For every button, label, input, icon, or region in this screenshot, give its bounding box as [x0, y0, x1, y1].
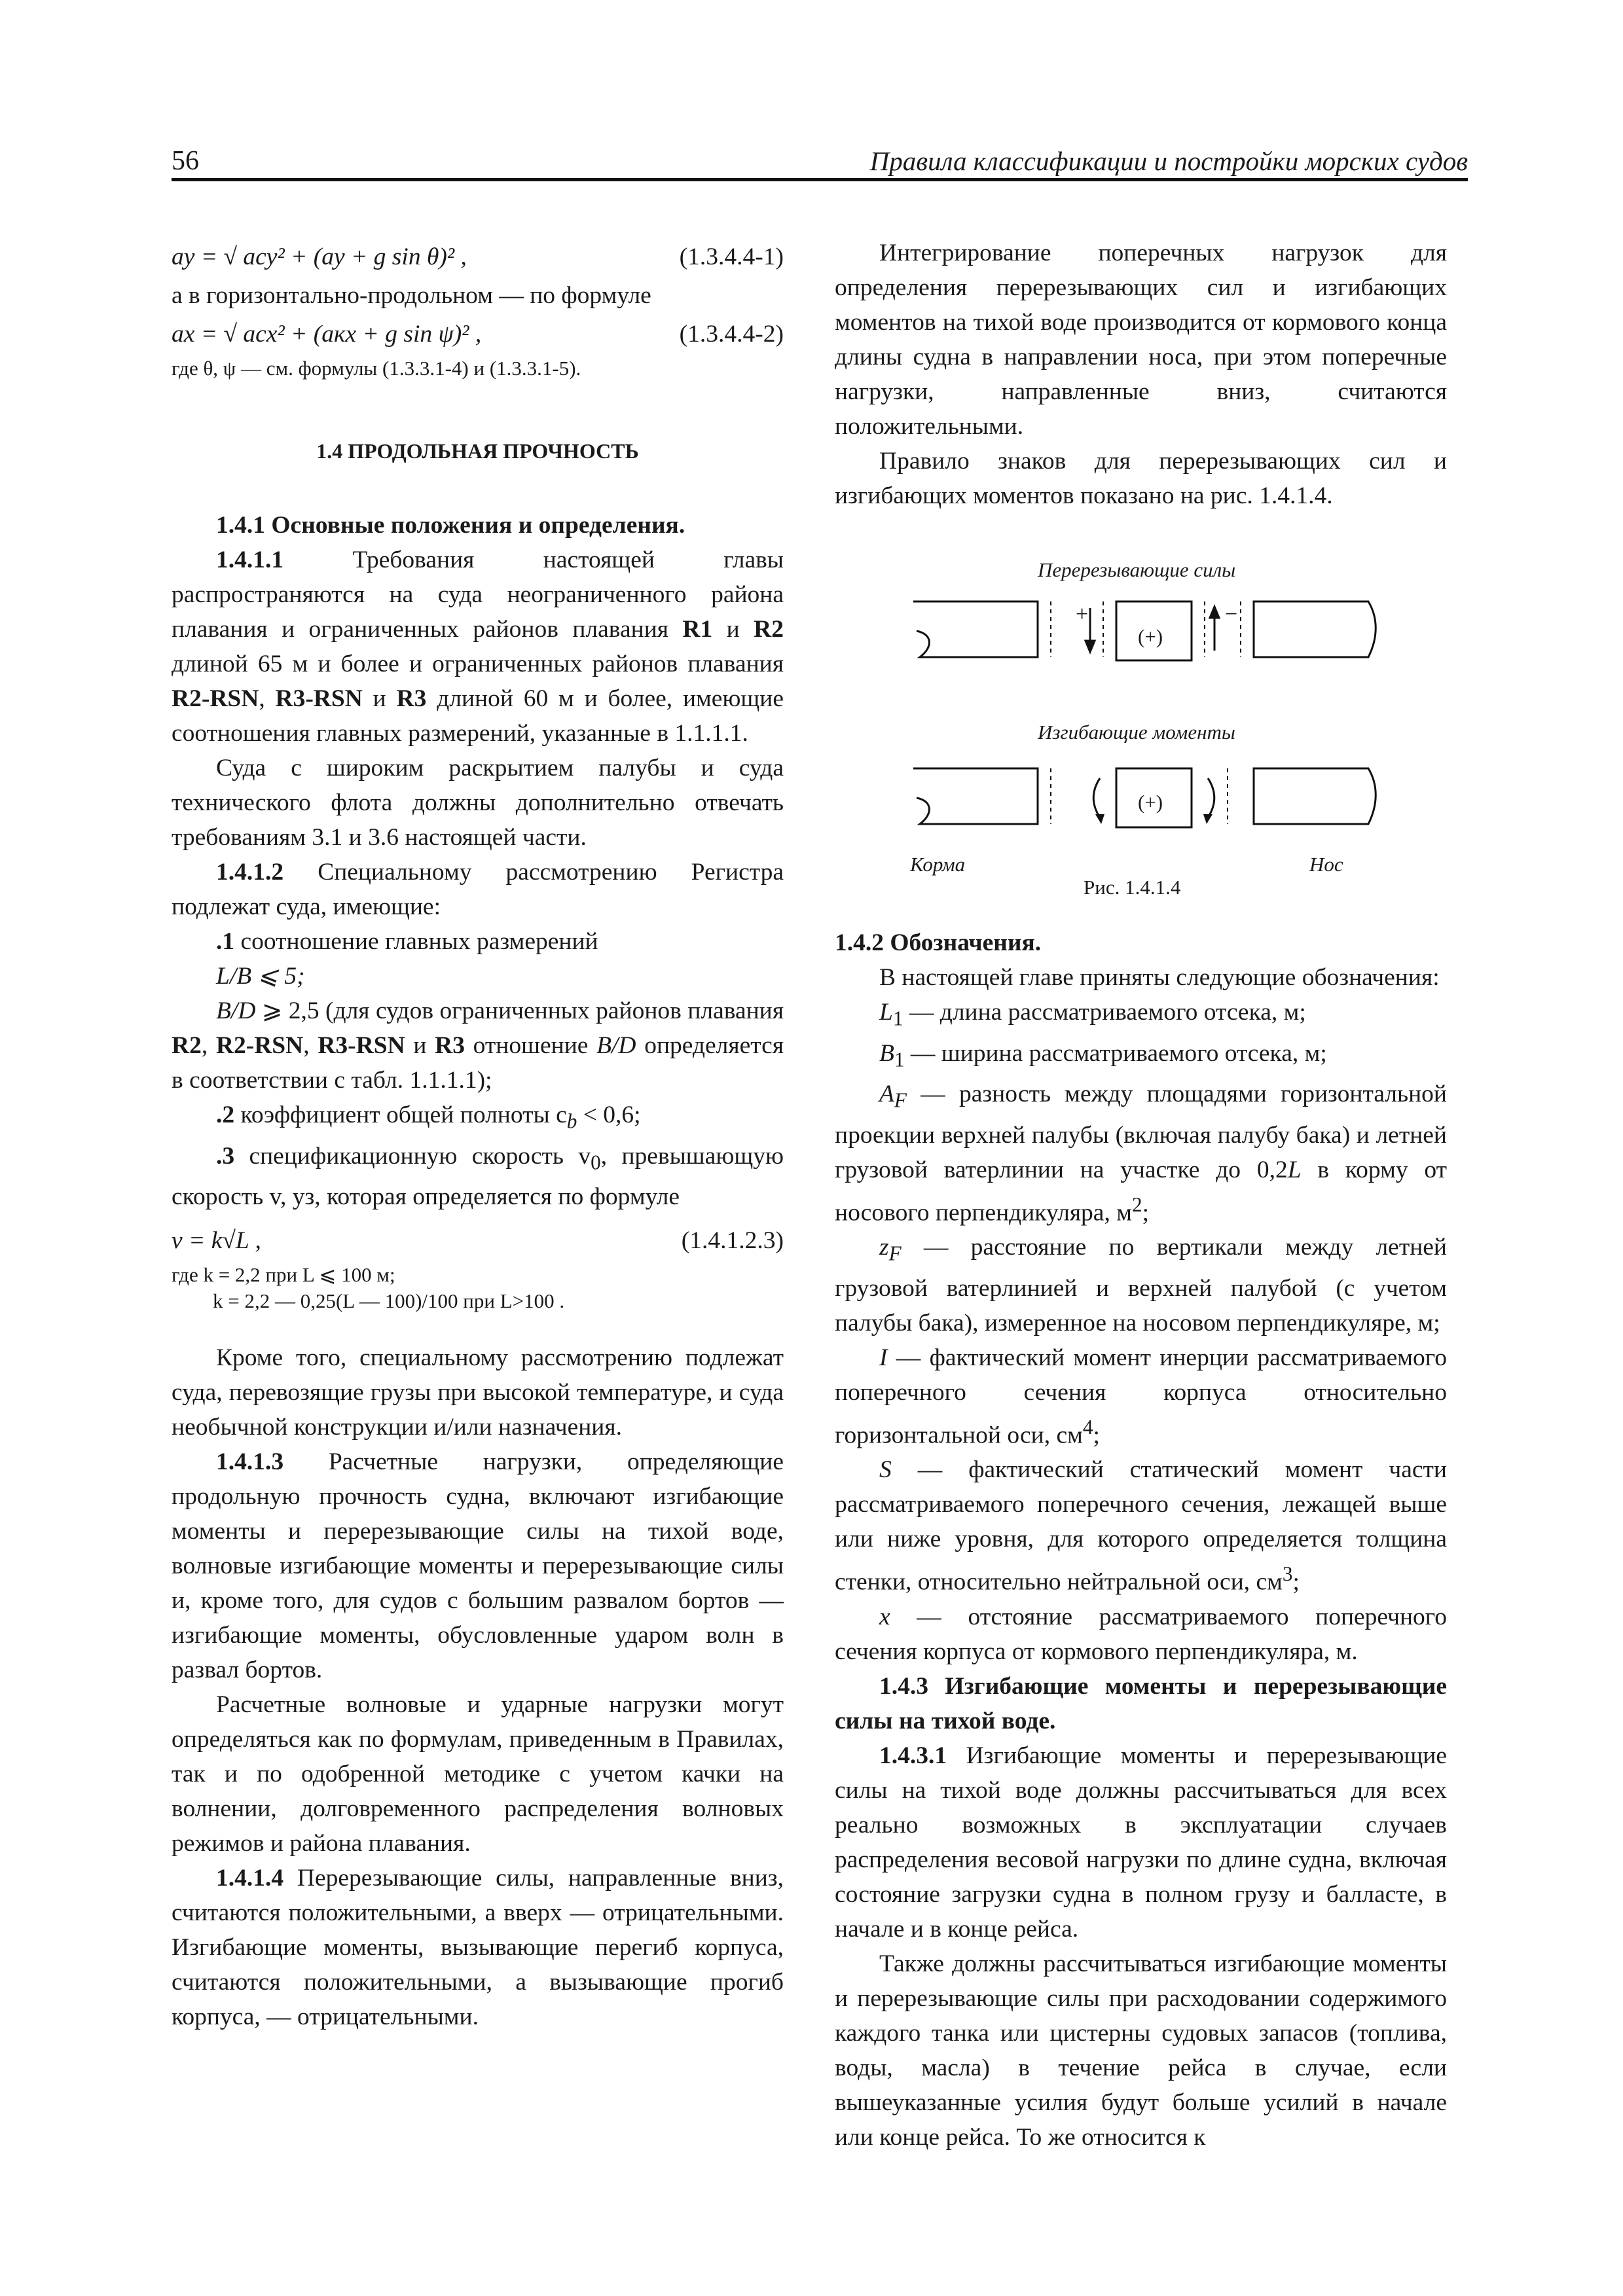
list-item-3: .3 спецификационную скорость $v_0$, превышающую скорость v, уз, которая определяется по формуле [172, 1142, 784, 1210]
paragraph-wide-deck: Суда с широким раскрытием палубы и суда технического флота должны дополнительно отвечать требованиям 3.1 и 3.6 настоящей части. [172, 755, 784, 851]
header-rule [172, 178, 1468, 181]
definition-I: I — фактический момент инерции рассматриваемого поперечного сечения корпуса относительно горизонтальной оси, $см^4$; [835, 1344, 1447, 1448]
list-item-1-lb: L/B ⩽ 5; [216, 963, 305, 990]
shear-up-arrow [1210, 607, 1219, 651]
definition-B1: $B_1$ — ширина рассматриваемого отсека, м; [879, 1039, 1327, 1071]
figure-1-4-1-4 [835, 539, 1447, 919]
paragraph-1-4-1-3: 1.4.1.3 Расчетные нагрузки, определяющие продольную прочность судна, включают изгибающие моменты и перерезывающие силы на тихой воде, волновые изгибающие моменты и перерезывающие силы и, кроме того, для судов с большим развалом бортов — изгибающие моменты, обусловленные ударом волн в развал бортов. [172, 1448, 784, 1683]
equation-intro: а в горизонтально-продольном — по формуле [172, 282, 651, 309]
paragraph-1-4-1-1: 1.4.1.1 Требования настоящей главы распространяются на суда неограниченного района плавания и ограниченных районов плавания R1 и R2 длиной 65 м и более и ограниченных районов плавания R2-RSN, R3-RSN и R3 длиной 60 м и более, имеющие соотношения главных размерений, указанные в 1.1.1.1. [172, 547, 784, 747]
figure-shear-caption: Перерезывающие силы [1038, 558, 1236, 581]
equation-3-where-2: k = 2,2 — 0,25(L — 100)/100 при L>100 . [213, 1289, 565, 1312]
moment-right-arrow [1208, 778, 1214, 817]
equation-2-number: (1.3.4.4-2) [679, 321, 784, 348]
shear-plus-sign: + [1076, 602, 1089, 626]
shear-plus-label: (+) [1138, 625, 1163, 648]
equation-2-formula: ax = √ acx² + (aкх + g sin ψ)² , [172, 321, 482, 348]
moment-left-segment [913, 768, 1038, 824]
right-column [835, 236, 1447, 2155]
figure-moment-caption: Изгибающие моменты [1038, 721, 1235, 744]
list-item-1: .1 соотношение главных размерений [216, 928, 598, 955]
paragraph-1-4-1-2: 1.4.1.2 Специальному рассмотрению Регистра подлежат суда, имеющие: [172, 859, 784, 920]
equation-1-formula: ay = √ acy² + (ay + g sin θ)² , [172, 243, 467, 270]
paragraph-sign-rule: Правило знаков для перерезывающих сил и изгибающих моментов показано на рис. 1.4.1.4. [835, 448, 1447, 509]
left-column [172, 236, 784, 2034]
equation-1 [172, 240, 784, 274]
shear-minus-sign: − [1225, 602, 1238, 626]
subsection-1-4-2-title: 1.4.2 Обозначения. [835, 929, 1042, 956]
list-item-2: .2 коэффициент общей полноты $c_b < 0,6$; [216, 1102, 641, 1133]
equation-3 [172, 1223, 784, 1258]
moment-left-arrow [1093, 778, 1100, 817]
equation-3-formula: v = k√L , [172, 1227, 261, 1254]
definition-x: x — отстояние рассматриваемого поперечного сечения корпуса от кормового перпендикуляра, м. [835, 1603, 1447, 1665]
subsection-1-4-3-title: 1.4.3 Изгибающие моменты и перерезывающие силы на тихой воде. [835, 1672, 1447, 1734]
figure-bow-label: Нос [1309, 853, 1343, 876]
section-heading: 1.4 ПРОДОЛЬНАЯ ПРОЧНОСТЬ [316, 439, 639, 463]
equation-where: где θ, ψ — см. формулы (1.3.3.1-4) и (1.3.3.1-5). [172, 357, 581, 380]
definition-zF: $z_F$ — расстояние по вертикали между летней грузовой ватерлинией и верхней палубой (с учетом палубы бака), измеренное на носовом перпендикуляре, м; [835, 1234, 1447, 1336]
shear-right-segment [1254, 601, 1376, 657]
paragraph-integration: Интегрирование поперечных нагрузок для определения перерезывающих сил и изгибающих моментов на тихой воде производится от кормового конца длины судна в направлении носа, при этом поперечные нагрузки, направленные вниз, считаются положительными. [835, 240, 1447, 440]
equation-3-number: (1.4.1.2.3) [681, 1227, 784, 1254]
equation-1-number: (1.3.4.4-1) [679, 243, 784, 270]
moment-plus-label: (+) [1138, 791, 1163, 814]
moment-right-arrowhead [1203, 814, 1213, 824]
definition-L1: $L_1$ — длина рассматриваемого отсека, м; [879, 999, 1306, 1030]
paragraph-1-4-3-1: 1.4.3.1 Изгибающие моменты и перерезывающие силы на тихой воде должны рассчитываться для всех реально возможных в эксплуатации случаев распределения весовой нагрузки по длине судна, включая состояние загрузки судна в полном грузу и балласте, в начале и в конце рейса. [835, 1742, 1447, 1943]
subsection-1-4-1-title: 1.4.1 Основные положения и определения. [216, 512, 685, 539]
page-number: 56 [172, 146, 199, 176]
list-item-1-bd: B/D ⩾ 2,5 (для судов ограниченных районов плавания R2, R2-RSN, R3-RSN и R3 отношение B/D определяется в соответствии с табл. 1.1.1.1); [172, 997, 784, 1094]
paragraph-1-4-1-4: 1.4.1.4 Перерезывающие силы, направленные вниз, считаются положительными, а вверх — отрицательными. Изгибающие моменты, вызывающие перегиб корпуса, считаются положительными, а вызывающие прогиб корпуса, — отрицательными. [172, 1865, 784, 2030]
definition-S: S — фактический статический момент части рассматриваемого поперечного сечения, лежащей выше или ниже уровня, для которого определяется толщина стенки, относительно нейтральной оси, $см^3$; [835, 1456, 1447, 1596]
paragraph-special-review: Кроме того, специальному рассмотрению подлежат суда, перевозящие грузы при высокой температуре, и суда необычной конструкции и/или назначения. [172, 1344, 784, 1441]
paragraph-wave-loads: Расчетные волновые и ударные нагрузки могут определяться как по формулам, приведенным в Правилах, так и по одобренной методике с учетом качки на волнении, долговременного распределения волновых режимов и района плавания. [172, 1691, 784, 1857]
figure-stern-label: Корма [910, 853, 966, 876]
equation-3-where-1: где k = 2,2 при L ⩽ 100 м; [172, 1263, 395, 1286]
figure-caption: Рис. 1.4.1.4 [1084, 876, 1181, 899]
shear-left-segment [913, 601, 1038, 657]
paragraph-tank-consumption: Также должны рассчитываться изгибающие моменты и перерезывающие силы при расходовании содержимого каждого танка или цистерны судовых запасов (топлива, воды, масла) в течение рейса в случае, если вышеуказанные усилия будут больше усилий в начале или конце рейса. То же относится к [835, 1950, 1447, 2151]
running-title: Правила классификации и постройки морских судов [869, 146, 1468, 176]
moment-right-segment [1254, 768, 1376, 824]
definitions-intro: В настоящей главе приняты следующие обозначения: [879, 964, 1440, 991]
moment-left-arrowhead [1095, 814, 1104, 824]
equation-2 [172, 317, 784, 351]
definition-AF: $A_F$ — разность между площадями горизонтальной проекции верхней палубы (включая палубу бака) и летней грузовой ватерлинии на участке до 0,2L в корму от носового перпендикуляра, $м^2$; [835, 1081, 1448, 1226]
